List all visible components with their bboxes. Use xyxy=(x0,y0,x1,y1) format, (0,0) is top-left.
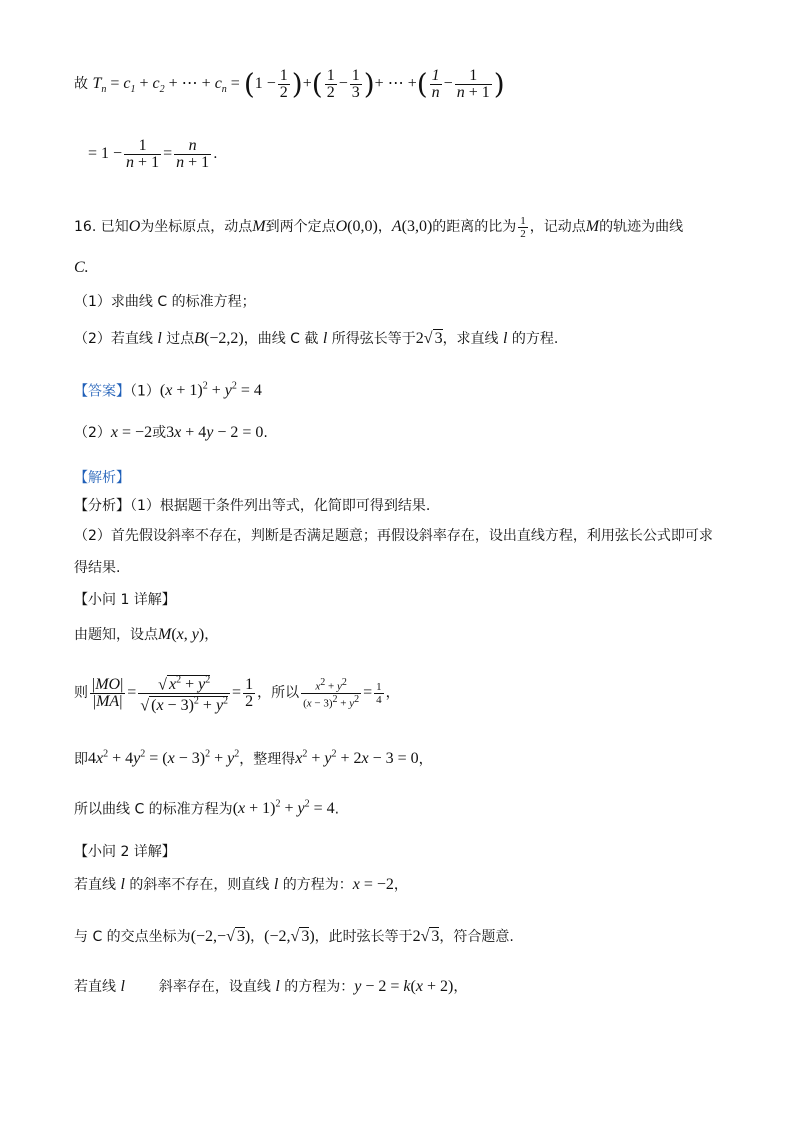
therefore-word: 故 xyxy=(74,76,88,92)
answer-line-1 xyxy=(74,374,262,400)
q16-stem-c: 到两个定点 xyxy=(265,219,336,235)
answer-2-eq-b: 3x + 4y − 2 = 0 xyxy=(166,424,264,441)
sum-result: = 1 − $\frac{1}{n + 1}$ = $\frac{n}{n + 1}$ xyxy=(88,136,210,171)
sub2-l3-end: ， xyxy=(453,979,468,995)
sub1-line-1: 由题知，设点M(x, y)， xyxy=(74,626,219,643)
q16-part-1 xyxy=(74,292,256,312)
sub1-l4-end: . xyxy=(334,801,340,818)
sub2-l1-pre: 若直线 xyxy=(74,877,121,893)
sub2-line-1: 若直线 l 的斜率不存在，则直线 l 的方程为：x = −2， xyxy=(74,876,408,893)
sub2-line-2: 与 C 的交点坐标为(−2,−√ 3)，(−2,√ 3)，此时弦长等于2√ 3，符合题意. xyxy=(74,928,514,945)
sub2-l2-sep: ， xyxy=(250,929,265,945)
q16-part2-d: 所得弦长等于 xyxy=(327,331,416,347)
q16-stem-line-1: 16. 已知O为坐标原点，动点M到两个定点O(0,0)，A(3,0)的距离的比为 $\frac{1}{2}$ ，记动点M的轨迹为曲线 xyxy=(74,214,684,240)
sub1-l3-pre: 即 xyxy=(74,751,88,768)
sub2-l3-mid: 斜率存在，设直线 xyxy=(158,979,276,995)
sub1-line-4: 所以曲线 C 的标准方程为$(x + 1)^2 + y^2 = 4$. xyxy=(74,799,340,818)
sub1-l3-end: ， xyxy=(418,751,433,768)
answer-2-or: 或 xyxy=(152,425,167,441)
q16-stem-a: 已知 xyxy=(100,219,129,235)
q16-part-2: （2）若直线 l 过点B(−2,2)，曲线 C 截 l 所得弦长等于2√ 3，求直线 l 的方程. xyxy=(74,330,559,347)
sub1-title: 【小问 1 详解】 xyxy=(74,592,176,608)
period: . xyxy=(213,146,218,162)
q16-number: 16. xyxy=(74,219,97,235)
q16-part2-b: 过点 xyxy=(161,331,195,347)
sub2-l2-mid: ，此时弦长等于 xyxy=(314,929,413,945)
q16-stem-d: 的距离的比为 xyxy=(432,219,517,235)
answer-tag: 【答案】 xyxy=(74,383,130,400)
ratio-half: $\frac{1}{2}$ xyxy=(520,214,526,240)
q16-part2-a: （2）若直线 xyxy=(74,331,158,347)
sub1-l4-pre: 所以曲线 C 的标准方程为 xyxy=(74,801,233,818)
sub2-l2-pre: 与 C 的交点坐标为 xyxy=(74,929,191,945)
answer-2-label: （2） xyxy=(74,425,111,441)
sum-line-2 xyxy=(88,132,218,176)
sub1-l2-end: ， xyxy=(385,685,400,701)
sub2-l3-pre: 若直线 xyxy=(74,979,121,995)
answer-2-eq-a: x = −2 xyxy=(110,424,153,441)
answer-line-2 xyxy=(74,420,268,446)
sub1-l2-pre: 则 xyxy=(74,685,88,701)
sum-expression: $T_n = c_1 + c_2$ + ⋯ + $c_n = (1$ − $\frac{1}{2}$ )+( $\frac{1}{2}$ − $\frac{1}{3}$ )+ ⋯ +( $\frac{1}{n}$ − $\frac{1}{n + 1}$ ) xyxy=(92,66,505,101)
q16-stem-b: 为坐标原点，动点 xyxy=(140,219,253,235)
q16-part2-e: ，求直线 xyxy=(442,331,504,347)
sub1-line-3: 即$4x^2 + 4y^2 = (x - 3)^2 + y^2$，整理得$x^2 + y^2 + 2x - 3 = 0$， xyxy=(74,749,433,768)
q16-part1-text: （1）求曲线 C 的标准方程； xyxy=(74,294,256,310)
analysis-tag: 【解析】 xyxy=(74,470,130,486)
q16-part2-c: ，曲线 C 截 xyxy=(243,331,323,347)
sub2-line-3: 若直线 l 斜率存在，设直线 l 的方程为：y − 2 = k(x + 2)， xyxy=(74,978,468,995)
fenxi-line-1: 【分析】（1）根据题干条件列出等式，化简即可得到结果. xyxy=(74,498,431,514)
sub2-title: 【小问 2 详解】 xyxy=(74,844,176,860)
sub2-l1-mid: 的斜率不存在，则直线 xyxy=(124,877,274,893)
q16-part2-f: 的方程. xyxy=(507,331,559,347)
sub1-l1-end: ， xyxy=(204,627,219,643)
sub1-line-2 xyxy=(74,668,400,718)
fenxi-line-2: （2）首先假设斜率不存在，判断是否满足题意；再假设斜率存在，设出直线方程，利用弦长公式即可求 xyxy=(74,528,713,544)
q16-stem-curve-c: C. xyxy=(74,259,89,276)
q16-stem-line-2 xyxy=(74,258,89,278)
sub1-l3-mid: ，整理得 xyxy=(239,751,296,768)
answer-1-label: （1） xyxy=(130,383,160,400)
sub2-l2-end: ，符合题意. xyxy=(439,929,514,945)
sum-line-1 xyxy=(74,62,505,106)
answer-2-end: . xyxy=(263,425,268,441)
q16-stem-e: ，记动点 xyxy=(529,219,586,235)
fenxi-line-3: 得结果. xyxy=(74,560,121,576)
sub1-l2-mid: ，所以 xyxy=(257,685,300,701)
sub2-l1-mid2: 的方程为： xyxy=(278,877,353,893)
ratio-equation: $\frac{|MO|}{|MA|}$ = $\frac{√ x^2 + y^2}{√ (x - 3)^2 + y^2}$ = $\frac{1}{2}$ xyxy=(92,674,254,715)
sub2-l1-end: ， xyxy=(393,877,408,893)
q16-stem-f: 的轨迹为曲线 xyxy=(599,219,684,235)
answer-1-equation: $(x + 1)^2 + y^2 = 4$ xyxy=(159,381,262,400)
squared-ratio: $\frac{x^2 + y^2}{(x - 3)^2 + y^2}$ = $\frac{1}{4}$ xyxy=(303,677,382,710)
sub1-l1-text: 由题知，设点 xyxy=(74,627,158,643)
sub2-l3-mid2: 的方程为： xyxy=(279,979,355,995)
